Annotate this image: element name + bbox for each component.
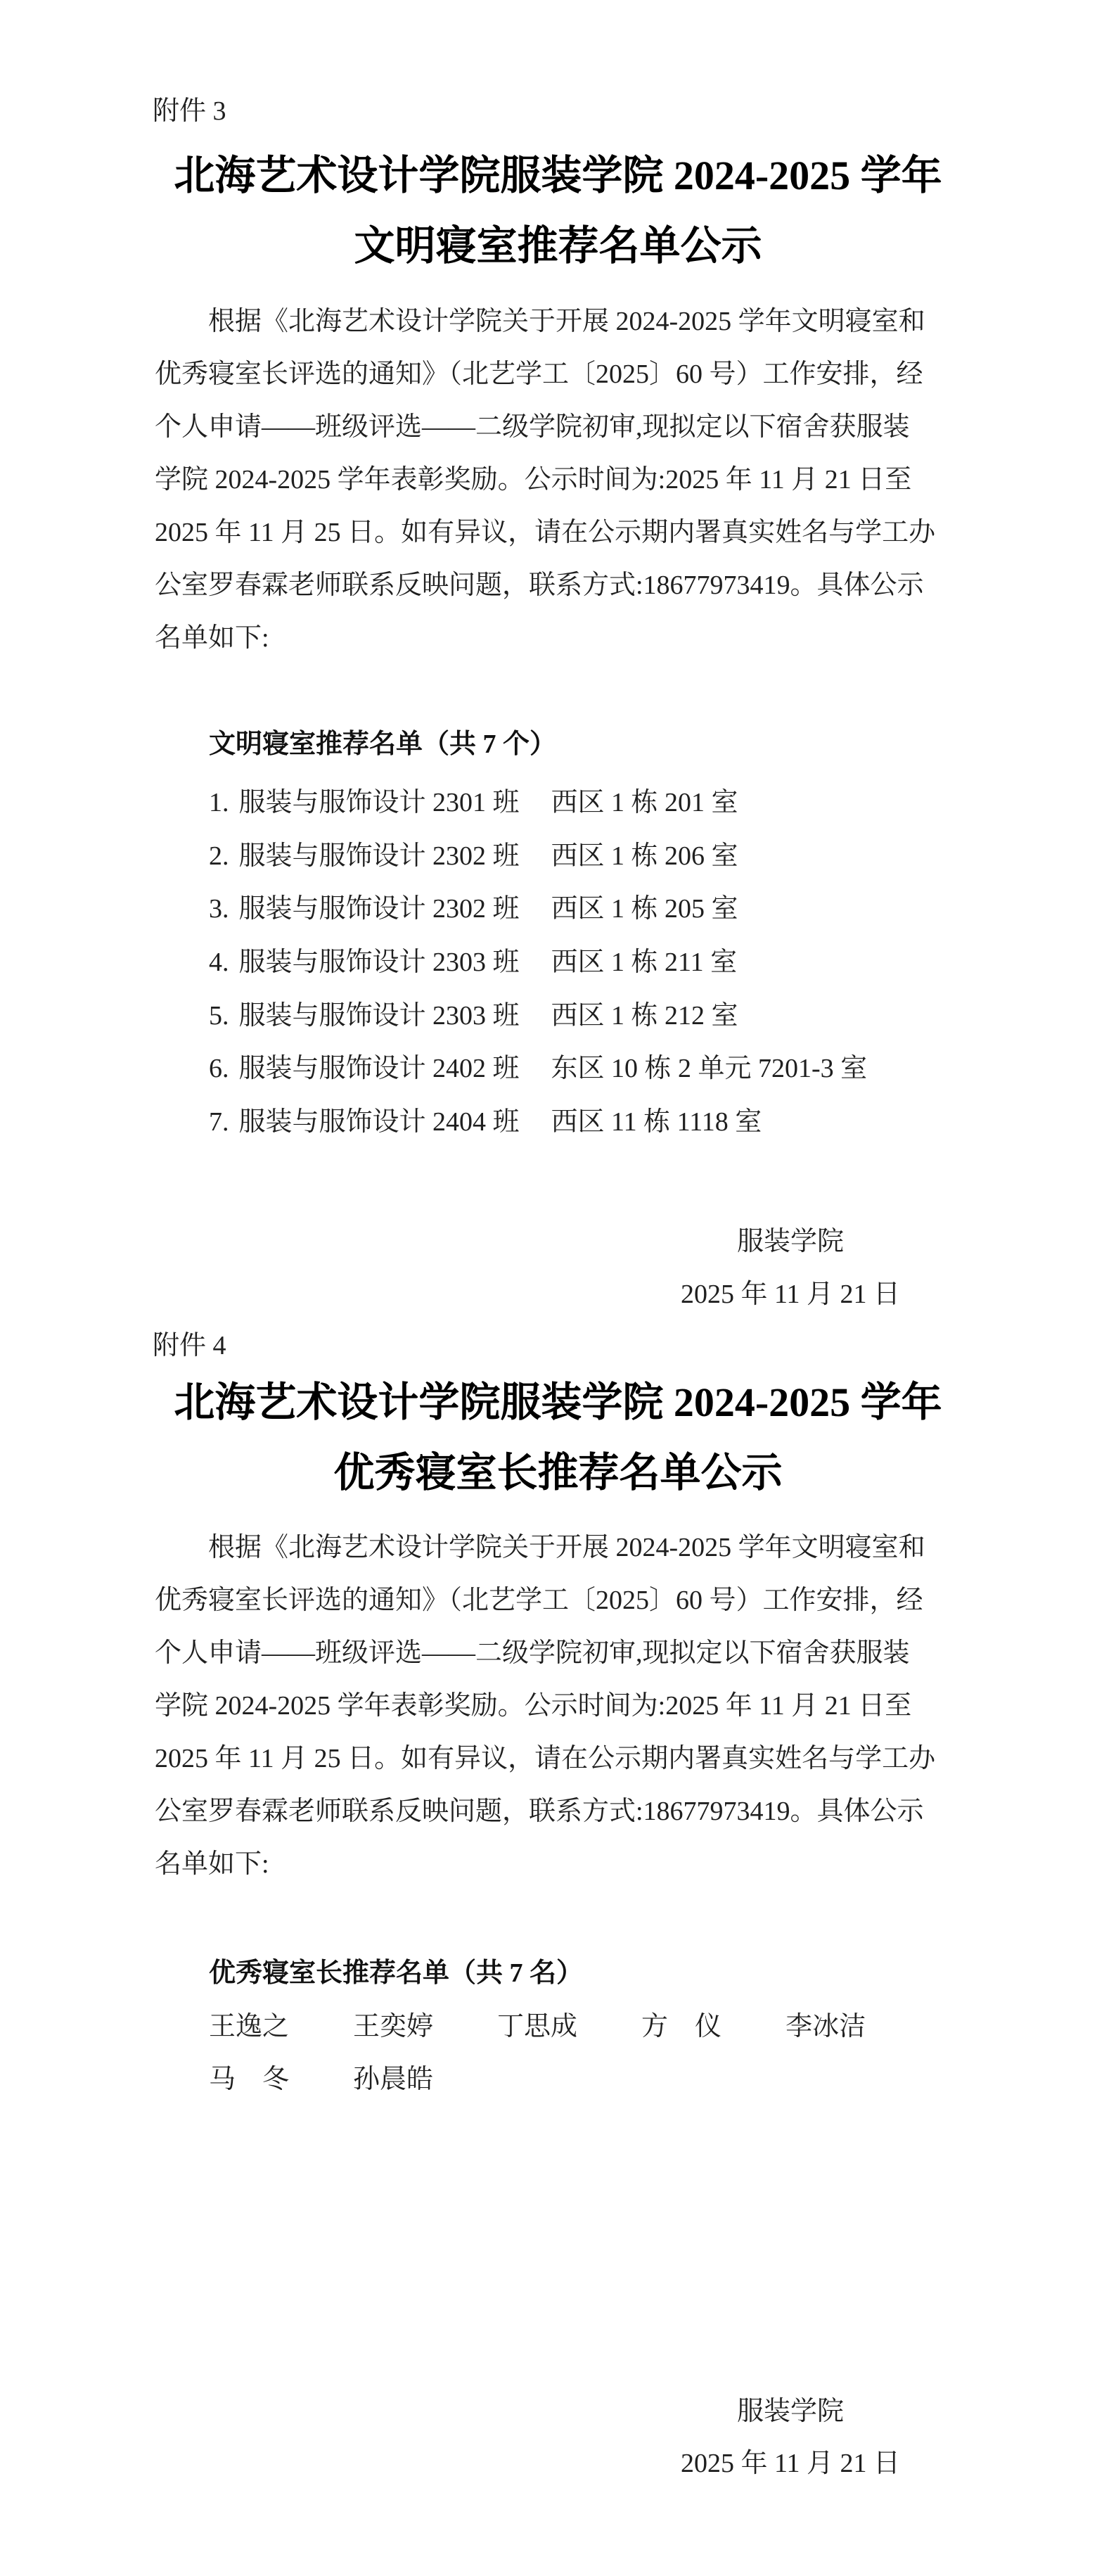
student-name: 方 仪 — [641, 2012, 722, 2041]
attachment-label-4: 附件 4 — [153, 1331, 226, 1360]
signature-org: 服装学院 — [736, 2397, 844, 2426]
item-class: 服装与服饰设计 2301 班 — [238, 788, 520, 817]
item-number: 3. — [209, 894, 229, 924]
doc1-paragraph-line: 名单如下: — [155, 623, 269, 653]
name-list-row — [209, 2065, 497, 2095]
doc1-title-line2: 文明寝室推荐名单公示 — [354, 223, 762, 269]
item-number: 7. — [209, 1107, 229, 1137]
item-class: 服装与服饰设计 2303 班 — [238, 948, 520, 977]
signature-date: 2025 年 11 月 21 日 — [680, 1280, 901, 1309]
item-number: 4. — [209, 948, 229, 977]
item-room: 东区 10 栋 2 单元 7201-3 室 — [551, 1054, 868, 1083]
item-number: 5. — [209, 1001, 229, 1031]
doc2-paragraph-line: 2025 年 11 月 25 日。如有异议，请在公示期内署真实姓名与学工办 — [155, 1744, 936, 1773]
doc2-title-line1: 北海艺术设计学院服装学院 2024-2025 学年 — [174, 1379, 942, 1425]
signature-date: 2025 年 11 月 21 日 — [680, 2449, 901, 2478]
doc1-paragraph-line: 公室罗春霖老师联系反映问题，联系方式:18677973419。具体公示 — [155, 570, 924, 600]
doc2-paragraph-line: 个人申请——班级评选——二级学院初审,现拟定以下宿舍获服装 — [155, 1638, 910, 1668]
dorm-list-item — [209, 1002, 738, 1031]
doc2-paragraph-line: 优秀寝室长评选的通知》（北艺学工〔2025〕60 号）工作安排，经 — [155, 1586, 923, 1615]
doc2-title-line2: 优秀寝室长推荐名单公示 — [333, 1450, 783, 1496]
doc1-paragraph-line: 个人申请——班级评选——二级学院初审,现拟定以下宿舍获服装 — [155, 412, 910, 442]
item-room: 西区 1 栋 205 室 — [551, 894, 738, 924]
item-class: 服装与服饰设计 2404 班 — [238, 1107, 520, 1137]
doc1-title-line1: 北海艺术设计学院服装学院 2024-2025 学年 — [174, 153, 942, 198]
item-number: 6. — [209, 1054, 229, 1083]
doc1-paragraph-line: 根据《北海艺术设计学院关于开展 2024-2025 学年文明寝室和 — [208, 307, 925, 336]
attachment-label-3: 附件 3 — [153, 96, 226, 126]
signature-org: 服装学院 — [736, 1227, 844, 1256]
dorm-list-item — [209, 1054, 867, 1084]
item-class: 服装与服饰设计 2402 班 — [238, 1054, 520, 1083]
student-name: 王逸之 — [209, 2012, 290, 2041]
doc1-paragraph-line: 2025 年 11 月 25 日。如有异议，请在公示期内署真实姓名与学工办 — [155, 518, 936, 547]
name-list-row — [209, 2013, 930, 2042]
doc1-paragraph-line: 优秀寝室长评选的通知》（北艺学工〔2025〕60 号）工作安排，经 — [155, 359, 923, 389]
item-room: 西区 1 栋 212 室 — [551, 1001, 738, 1031]
item-room: 西区 1 栋 206 室 — [551, 841, 738, 871]
doc2-paragraph-line: 公室罗春霖老师联系反映问题，联系方式:18677973419。具体公示 — [155, 1797, 924, 1826]
dorm-list-header: 文明寝室推荐名单（共 7 个） — [209, 729, 557, 759]
student-name: 王奕婷 — [353, 2012, 434, 2041]
dorm-list-item — [209, 842, 738, 872]
student-name: 孙晨皓 — [353, 2065, 434, 2094]
doc2-paragraph-line: 根据《北海艺术设计学院关于开展 2024-2025 学年文明寝室和 — [208, 1533, 925, 1562]
item-number: 2. — [209, 841, 229, 871]
doc2-paragraph-line: 学院 2024-2025 学年表彰奖励。公示时间为:2025 年 11 月 21 日至 — [155, 1691, 912, 1721]
item-class: 服装与服饰设计 2303 班 — [238, 1001, 520, 1031]
doc1-paragraph-line: 学院 2024-2025 学年表彰奖励。公示时间为:2025 年 11 月 21 日至 — [155, 465, 912, 495]
leader-list-header: 优秀寝室长推荐名单（共 7 名） — [209, 1958, 584, 1988]
dorm-list-item — [209, 948, 737, 978]
dorm-list-item — [209, 1108, 762, 1137]
dorm-list-item — [209, 895, 738, 924]
doc2-paragraph-line: 名单如下: — [155, 1849, 269, 1879]
dorm-list-item — [209, 789, 738, 818]
student-name: 马 冬 — [209, 2065, 290, 2094]
item-room: 西区 1 栋 201 室 — [551, 788, 738, 817]
item-number: 1. — [209, 788, 229, 817]
student-name: 丁思成 — [497, 2012, 578, 2041]
student-name: 李冰洁 — [785, 2012, 866, 2041]
item-class: 服装与服饰设计 2302 班 — [238, 841, 520, 871]
item-room: 西区 1 栋 211 室 — [551, 948, 738, 977]
item-class: 服装与服饰设计 2302 班 — [238, 894, 520, 924]
item-room: 西区 11 栋 1118 室 — [551, 1107, 762, 1137]
